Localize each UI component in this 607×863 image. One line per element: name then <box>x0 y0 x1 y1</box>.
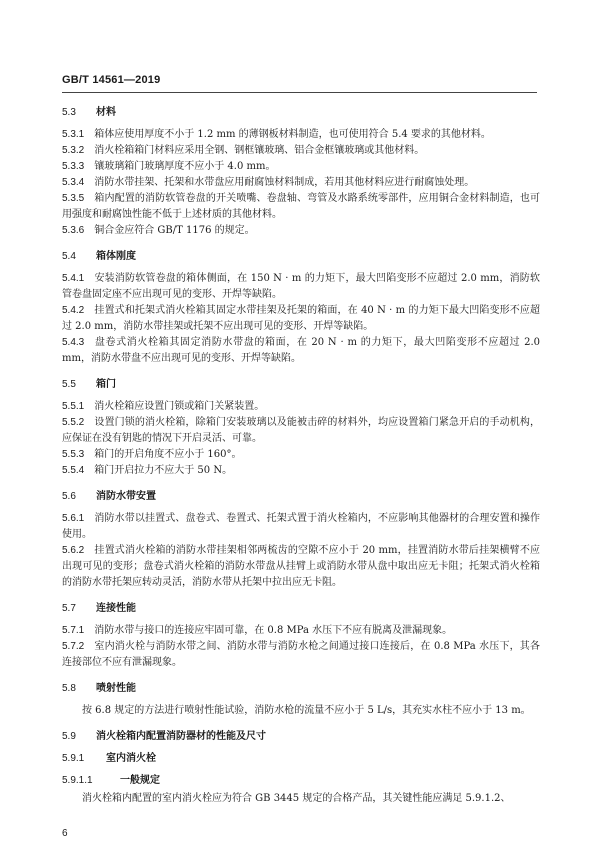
section-heading-5-3: 5.3 材料 <box>62 107 116 118</box>
section-heading-5-6: 5.6 消防水带安置 <box>62 491 156 502</box>
section-heading-5-8: 5.8 喷射性能 <box>62 683 136 694</box>
subsection-heading-5-9-1: 5.9.1 室内消火栓 <box>62 753 156 764</box>
clause: 5.3.5 箱内配置的消防软管卷盘的开关喷嘴、卷盘轴、弯管及水路系统零部件，应用铜合金材料制造，也可用强度和耐腐蚀性能不低于上述材质的其他材料。 <box>62 193 540 220</box>
clause: 5.7.1 消防水带与接口的连接应牢固可靠，在 0.8 MPa 水压下不应有脱离及泄漏现象。 <box>62 625 453 636</box>
clause: 5.3.3 镶玻璃箱门玻璃厚度不应小于 4.0 mm。 <box>62 161 276 172</box>
clause: 5.4.1 安装消防软管卷盘的箱体侧面，在 150 N · m 的力矩下，最大凹陷变形不应超过 2.0 mm，消防软管卷盘固定座不应出现可见的变形、开焊等缺陷。 <box>62 273 540 300</box>
clause: 5.5.2 设置门锁的消火栓箱，除箱门安装玻璃以及能被击碎的材料外，均应设置箱门紧急开启的手动机构，应保证在没有钥匙的情况下开启灵活、可靠。 <box>62 417 540 444</box>
clause: 5.3.1 箱体应使用厚度不小于 1.2 mm 的薄钢板材料制造，也可使用符合 5.4 要求的其他材料。 <box>62 129 491 140</box>
section-heading-5-7: 5.7 连接性能 <box>62 603 136 614</box>
clause: 5.4.3 盘卷式消火栓箱其固定消防水带盘的箱面，在 20 N · m 的力矩下，最大凹陷变形不应超过 2.0 mm，消防水带盘不应出现可见的变形、开焊等缺陷。 <box>62 337 540 364</box>
header-rule <box>62 92 537 93</box>
clause: 5.6.1 消防水带以挂置式、盘卷式、卷置式、托架式置于消火栓箱内，不应影响其他器材的合理安置和操作使用。 <box>62 513 540 540</box>
paragraph: 消火栓箱内配置的室内消火栓应为符合 GB 3445 规定的合格产品，其关键性能应满足 5.9.1.2、 <box>82 793 511 804</box>
clause: 5.5.4 箱门开启拉力不应大于 50 N。 <box>62 465 233 476</box>
clause: 5.6.2 挂置式消火栓箱的消防水带挂架相邻两梳齿的空隙不应小于 20 mm，挂置消防水带后挂架横臂不应出现可见的变形；盘卷式消火栓箱的消防水带盘从挂臂上或消防水带从盘中取出应无卡阻；托架式消火栓箱的消防水带托架应转动灵活，消防水带从托架中拉出应无卡阻。 <box>62 545 540 588</box>
clause: 5.5.3 箱门的开启角度不应小于 160°。 <box>62 449 242 460</box>
clause: 5.3.6 铜合金应符合 GB/T 1176 的规定。 <box>62 225 255 236</box>
document-body <box>62 105 540 807</box>
page-number: 6 <box>62 828 68 839</box>
clause: 5.7.2 室内消火栓与消防水带之间、消防水带与消防水枪之间通过接口连接后，在 0.8 MPa 水压下，其各连接部位不应有泄漏现象。 <box>62 641 540 668</box>
section-heading-5-4: 5.4 箱体刚度 <box>62 251 136 262</box>
paragraph: 按 6.8 规定的方法进行喷射性能试验，消防水枪的流量不应小于 5 L/s，其充实水柱不应小于 13 m。 <box>82 705 531 716</box>
section-heading-5-5: 5.5 箱门 <box>62 379 116 390</box>
clause: 5.3.2 消火栓箱箱门材料应采用全钢、钢框镶玻璃、铝合金框镶玻璃或其他材料。 <box>62 145 425 156</box>
subsubsection-heading-5-9-1-1: 5.9.1.1 一般规定 <box>62 775 160 786</box>
section-heading-5-9: 5.9 消火栓箱内配置消防器材的性能及尺寸 <box>62 731 266 742</box>
clause: 5.3.4 消防水带挂架、托架和水带盘应用耐腐蚀材料制成，若用其他材料应进行耐腐蚀处理。 <box>62 177 475 188</box>
clause: 5.4.2 挂置式和托架式消火栓箱其固定水带挂架及托架的箱面，在 40 N · m 的力矩下最大凹陷变形不应超过 2.0 mm，消防水带挂架或托架不应出现可见的变形、开焊等缺陷。 <box>62 305 540 332</box>
clause: 5.5.1 消火栓箱应设置门锁或箱门关紧装置。 <box>62 401 265 412</box>
standard-code: GB/T 14561—2019 <box>62 74 161 86</box>
